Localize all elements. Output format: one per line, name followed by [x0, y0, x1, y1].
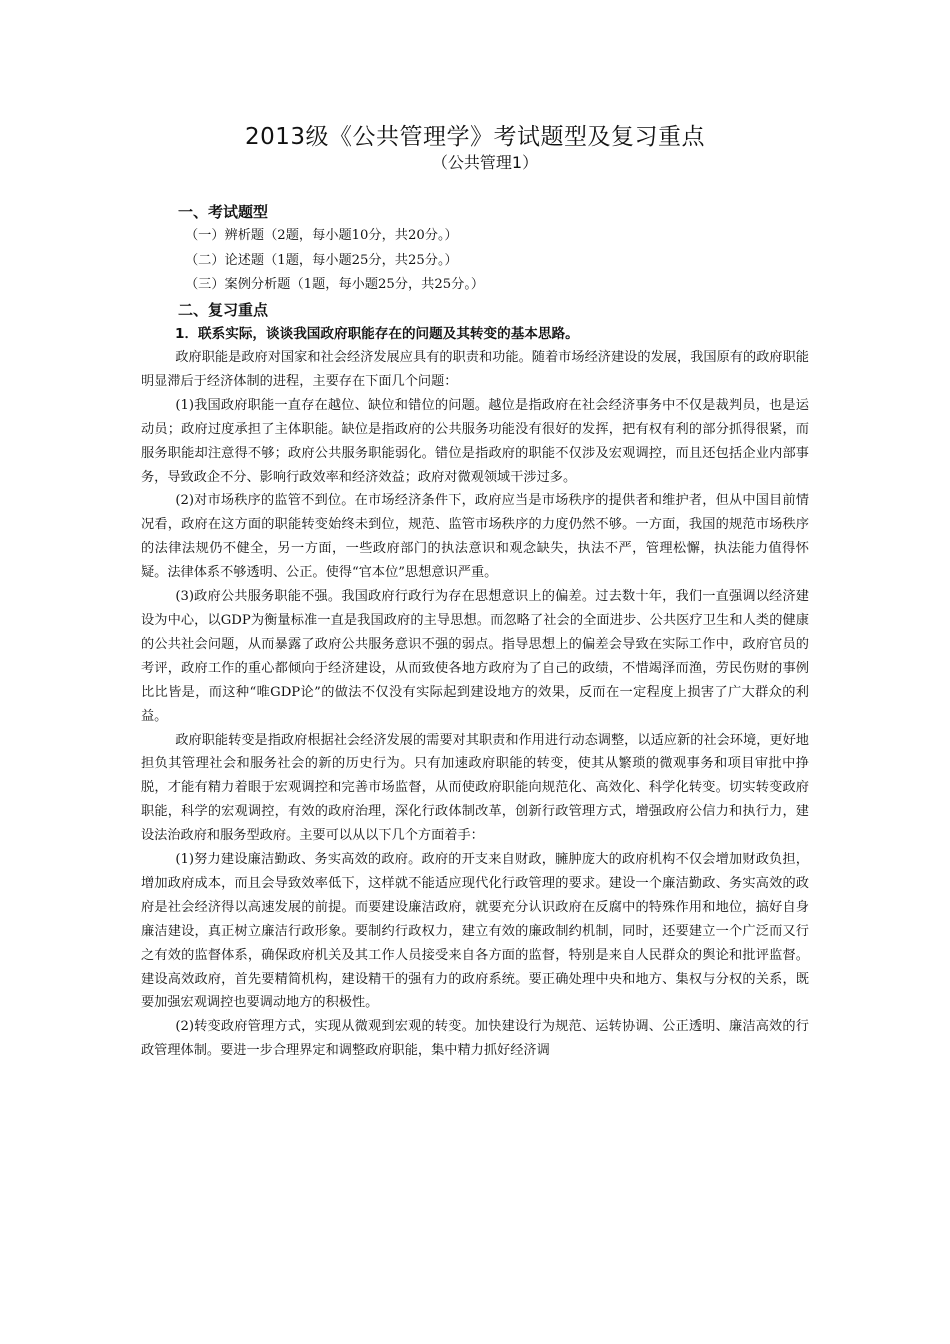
exam-type-item: （三）案例分析题（1题，每小题25分，共25分。） — [185, 277, 485, 292]
review-question: 1．联系实际，谈谈我国政府职能存在的问题及其转变的基本思路。 — [175, 325, 579, 342]
document-body — [141, 200, 809, 1063]
exam-type-item: （一）辨析题（2题，每小题10分，共20分。） — [185, 228, 458, 243]
body-paragraph: (3)政府公共服务职能不强。我国政府行政行为存在思想意识上的偏差。过去数十年，我们一直强调以经济建设为中心，以GDP为衡量标准一直是我国政府的主导思想。而忽略了社会的全面进步、公共医疗卫生和人类的健康的公共社会问题，从而暴露了政府公共服务意识不强的弱点。指导思想上的偏差会导致在实际工作中，政府官员的考评，政府工作的重心都倾向于经济建设，从而致使各地方政府为了自己的政绩，不惜竭泽而渔，劳民伤财的事例比比皆是，而这种“唯GDP论”的做法不仅没有实际起到建设地方的效果，反而在一定程度上损害了广大群众的利益。 — [141, 589, 809, 724]
body-paragraph: (1)努力建设廉洁勤政、务实高效的政府。政府的开支来自财政，臃肿庞大的政府机构不仅会增加财政负担，增加政府成本，而且会导致效率低下，这样就不能适应现代化行政管理的要求。建设一个廉洁勤政、务实高效的政府是社会经济得以高速发展的前提。而要建设廉洁政府，就要充分认识政府在反腐中的特殊作用和地位，搞好自身廉洁建设，真正树立廉洁行政形象。要制约行政权力，建立有效的廉政制约机制，同时，还要建立一个广泛而又行之有效的监督体系，确保政府机关及其工作人员接受来自各方面的监督，特别是来自人民群众的舆论和批评监督。建设高效政府，首先要精简机构，建设精干的强有力的政府系统。要正确处理中央和地方、集权与分权的关系，既要加强宏观调控也要调动地方的积极性。 — [141, 852, 809, 1011]
section-heading-review-points: 二、复习重点 — [178, 300, 269, 319]
body-paragraph: (1)我国政府职能一直存在越位、缺位和错位的问题。越位是指政府在社会经济事务中不仅是裁判员，也是运动员；政府过度承担了主体职能。缺位是指政府的公共服务功能没有很好的发挥，把有权有利的部分抓得很紧，而服务职能却注意得不够；政府公共服务职能弱化。错位是指政府的职能不仅涉及宏观调控，而且还包括企业内部事务，导致政企不分、影响行政效率和经济效益；政府对微观领域干涉过多。 — [141, 397, 809, 485]
body-paragraph: (2)对市场秩序的监管不到位。在市场经济条件下，政府应当是市场秩序的提供者和维护者，但从中国目前情况看，政府在这方面的职能转变始终未到位，规范、监管市场秩序的力度仍然不够。一方面，我国的规范市场秩序的法律法规仍不健全，另一方面，一些政府部门的执法意识和观念缺失，执法不严，管理松懈，执法能力值得怀疑。法律体系不够透明、公正。使得“官本位”思想意识严重。 — [141, 493, 809, 581]
body-paragraph: (2)转变政府管理方式，实现从微观到宏观的转变。加快建设行为规范、运转协调、公正透明、廉洁高效的行政管理体制。要进一步合理界定和调整政府职能，集中精力抓好经济调 — [141, 1019, 809, 1059]
body-paragraph: 政府职能是政府对国家和社会经济发展应具有的职责和功能。随着市场经济建设的发展，我国原有的政府职能明显滞后于经济体制的进程，主要存在下面几个问题： — [141, 350, 809, 389]
document-title: 2013级《公共管理学》考试题型及复习重点 — [244, 124, 706, 150]
body-paragraph: 政府职能转变是指政府根据社会经济发展的需要对其职责和作用进行动态调整，以适应新的社会环境，更好地担负其管理社会和服务社会的新的历史行为。只有加速政府职能的转变，使其从繁琐的微观事务和项目审批中挣脱，才能有精力着眼于宏观调控和完善市场监督，从而使政府职能向规范化、高效化、科学化转变。切实转变政府职能，科学的宏观调控，有效的政府治理，深化行政体制改革，创新行政管理方式，增强政府公信力和执行力，建设法治政府和服务型政府。主要可以从以下几个方面着手： — [141, 732, 809, 844]
section-heading-exam-types: 一、考试题型 — [178, 203, 269, 221]
document-subtitle: （公共管理1） — [431, 153, 539, 172]
exam-type-item: （二）论述题（1题，每小题25分，共25分。） — [185, 252, 458, 268]
